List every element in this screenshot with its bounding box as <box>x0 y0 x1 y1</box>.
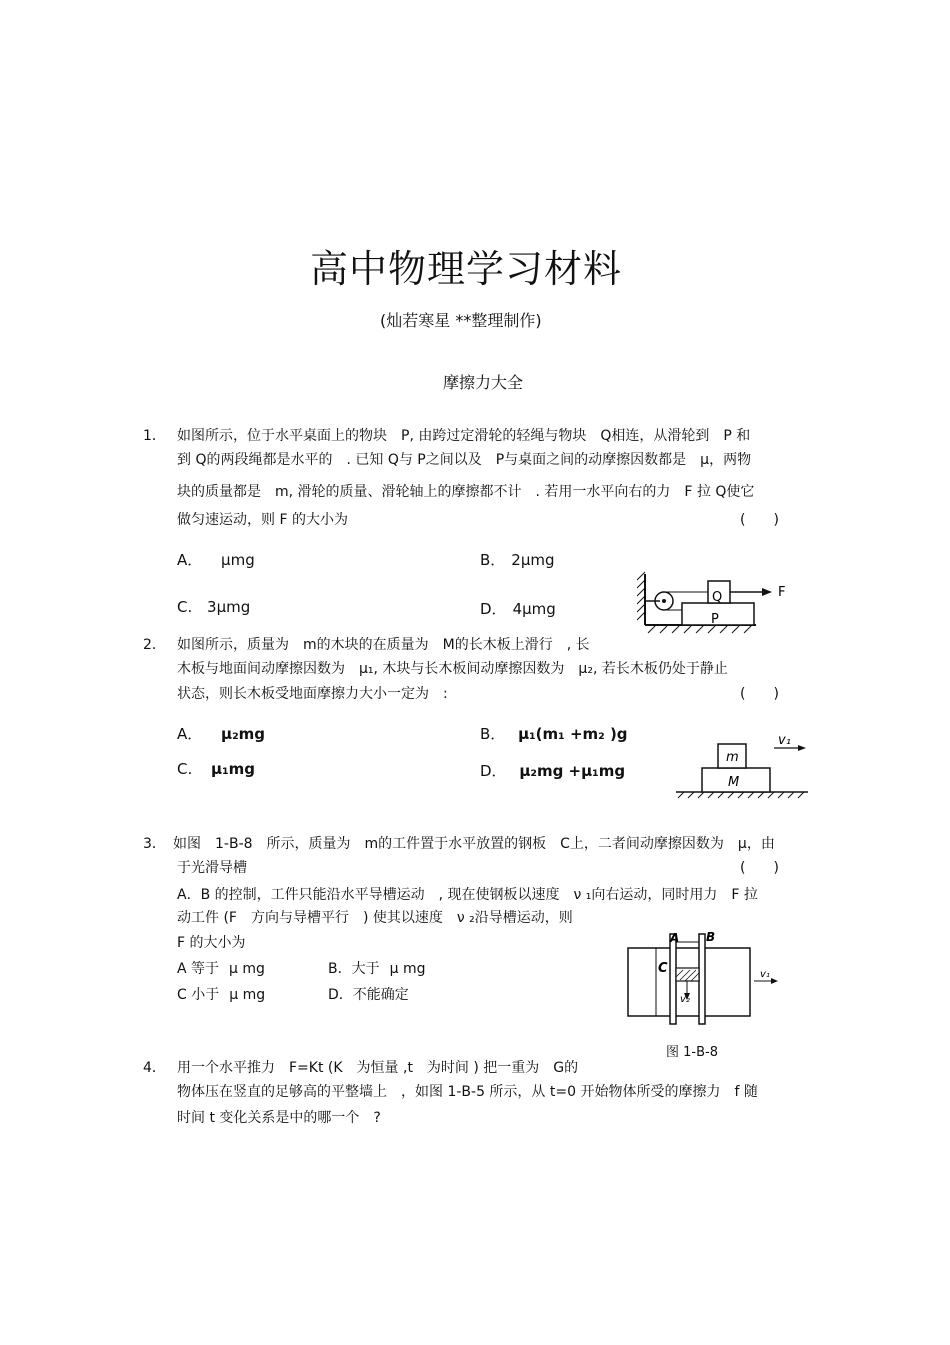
guide-rail-a <box>670 934 676 1024</box>
label-v1: v₁ <box>760 969 770 980</box>
q2-line-1: 如图所示，质量为 m的木块的在质量为 M的长木板上滑行 , 长 <box>177 637 590 653</box>
q1-line-3: 块的质量都是 m, 滑轮的质量、滑轮轴上的摩擦都不计 . 若用一水平向右的力 F 拉 Q使它 <box>177 484 755 500</box>
label-a: A <box>670 931 680 945</box>
q1-option-b: B． 2μmg <box>480 551 555 569</box>
q2-option-b: B． μ₁(m₁ +m₂ )g <box>480 725 628 743</box>
small-block-label: m <box>726 750 739 765</box>
q1-answer-paren: ( ) <box>740 512 779 528</box>
velocity-arrow-icon <box>798 745 806 751</box>
q4-line-3: 时间 t 变化关系是中的哪一个 ? <box>177 1110 381 1126</box>
figure-caption: 图 1-B-8 <box>666 1045 718 1060</box>
guide-rail-b <box>699 934 705 1024</box>
q1-line-1: 如图所示，位于水平桌面上的物块 P, 由跨过定滑轮的轻绳与物块 Q相连，从滑轮到 P 和 <box>177 428 751 444</box>
q2-answer-paren: ( ) <box>740 686 779 702</box>
label-b: B <box>706 930 716 944</box>
q3-line-2: 于光滑导槽 <box>177 860 247 876</box>
q4-line-2: 物体压在竖直的足够高的平整墙上 ，如图 1-B-5 所示，从 t=0 开始物体所受的摩擦力 f 随 <box>177 1084 758 1100</box>
q3-body-1: A．B 的控制，工件只能沿水平导槽运动 , 现在使钢板以速度 ν ₁向右运动，同时用力 F 拉 <box>177 887 758 903</box>
block-q-label: Q <box>712 590 723 605</box>
q2-figure <box>674 728 810 800</box>
q3-option-c: C 小于 μ mg <box>177 987 266 1003</box>
q2-number: 2． <box>143 637 166 653</box>
q1-option-c: C. 3μmg <box>177 598 251 616</box>
q4-line-1: 用一个水平推力 F=Kt (K 为恒量 ,t 为时间 ) 把一重为 G的 <box>177 1060 579 1076</box>
arrow-right-icon <box>762 588 772 596</box>
q3-number: 3． <box>143 836 166 852</box>
page-subtitle: (灿若寒星 **整理制作) <box>380 311 542 330</box>
label-c: C <box>658 961 668 976</box>
label-v2: v₂ <box>680 994 690 1005</box>
q3-line-1: 如图 1-B-8 所示，质量为 m的工件置于水平放置的钢板 C上，二者间动摩擦因数为 μ，由 <box>173 836 775 852</box>
block-p-label: P <box>711 612 719 627</box>
q2-line-2: 木板与地面间动摩擦因数为 μ₁, 木块与长木板间动摩擦因数为 μ₂, 若长木板仍处于静止 <box>177 661 728 677</box>
q1-option-a: A． μmg <box>177 551 255 569</box>
page-title: 高中物理学习材料 <box>310 247 623 291</box>
q2-option-a: A． μ₂mg <box>177 725 266 743</box>
q1-line-4: 做匀速运动，则 F 的大小为 <box>177 512 348 528</box>
q3-option-a: A 等于 μ mg <box>177 961 265 977</box>
q2-option-d: D． μ₂mg +μ₁mg <box>480 762 626 780</box>
arrow-right-icon <box>771 978 778 984</box>
q1-number: 1． <box>143 428 166 444</box>
q1-line-2: 到 Q的两段绳都是水平的 . 已知 Q与 P之间以及 P与桌面之间的动摩擦因数都是 μ，两物 <box>177 452 752 468</box>
q3-figure <box>626 930 786 1026</box>
velocity-label: v₁ <box>778 733 791 748</box>
force-label: F <box>778 585 786 600</box>
q2-option-c: C. μ₁mg <box>177 760 256 778</box>
section-title: 摩擦力大全 <box>443 373 524 392</box>
q2-line-3: 状态，则长木板受地面摩擦力大小一定为 : <box>177 686 448 702</box>
long-board-label: M <box>728 775 740 790</box>
q4-number: 4． <box>143 1060 166 1076</box>
q3-body-3: F 的大小为 <box>177 935 246 951</box>
steel-plate <box>628 948 750 1016</box>
q3-option-d: D．不能确定 <box>328 987 409 1003</box>
q3-body-2: 动工件 (F 方向与导槽平行 ) 使其以速度 ν ₂沿导槽运动，则 <box>177 910 573 926</box>
q3-answer-paren: ( ) <box>740 860 779 876</box>
q1-option-d: D． 4μmg <box>480 600 556 618</box>
q3-option-b: B．大于 μ mg <box>328 961 426 977</box>
q1-figure <box>634 568 804 634</box>
